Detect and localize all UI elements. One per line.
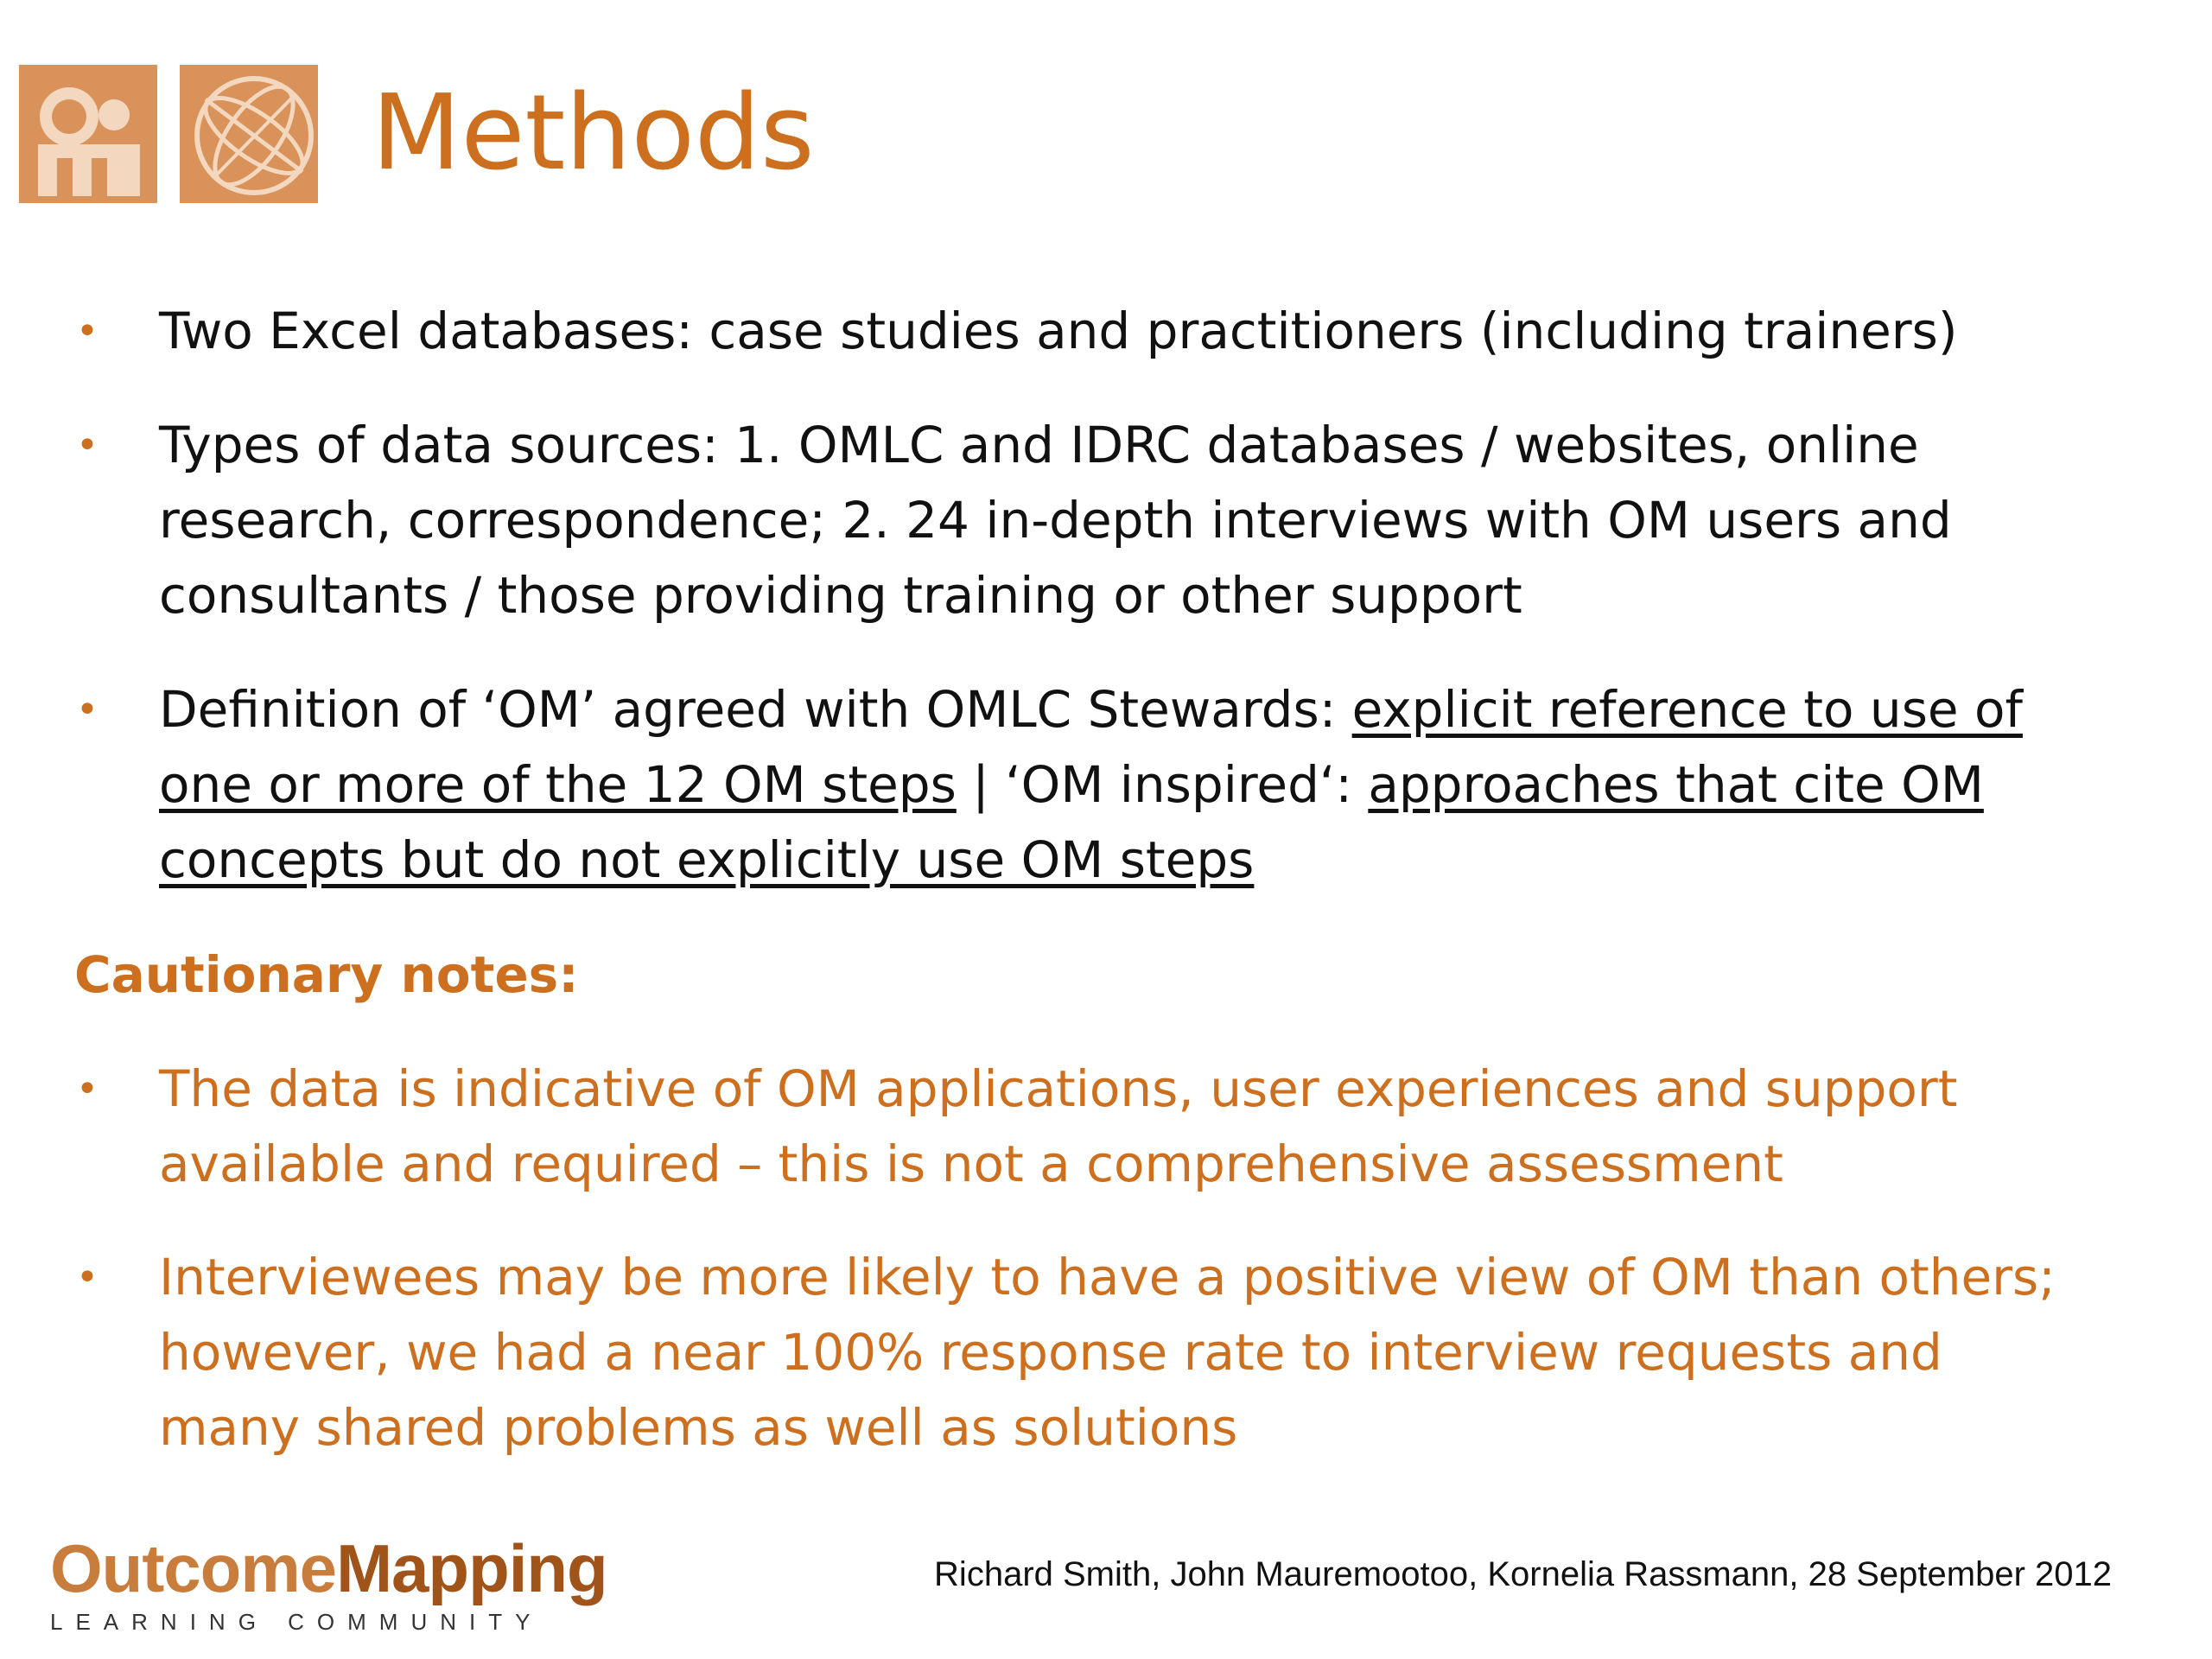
bullet-text <box>159 672 2094 898</box>
bullet-marker: • <box>76 423 99 467</box>
definition-om-inspired-underlined: approaches that cite OM concepts but do not explicitly use OM steps <box>159 755 1984 889</box>
bullet-text-part: Two Excel databases: case studies and practitioners (including trainers) <box>159 302 1958 360</box>
bullet-marker: • <box>76 688 99 732</box>
bullet-text <box>159 408 2094 633</box>
bullet-text-part: | ‘OM inspired‘: <box>956 755 1369 814</box>
bullet-text-part: Definition of ‘OM’ agreed with OMLC Stewards: <box>159 680 1352 739</box>
bullet-marker: • <box>76 1067 99 1111</box>
brand-wordmark <box>50 1529 607 1607</box>
bullet-text <box>159 294 2094 369</box>
bullet-marker: • <box>76 1255 99 1300</box>
definition-om-underlined: explicit reference to use of one or more of the 12 OM steps <box>159 680 2023 814</box>
globe-icon <box>180 65 318 203</box>
bullet-text-part: Types of data sources: 1. OMLC and IDRC databases / websites, online research, correspondence; 2. 24 in-depth interviews with OM users and consultants / those providing training or other support <box>159 416 1952 625</box>
author-credit: Richard Smith, John Mauremootoo, Kornelia Rassmann, 28 September 2012 <box>934 1555 2112 1593</box>
brand-part-mapping: Mapping <box>336 1530 607 1606</box>
slide-title: Methods <box>372 73 815 194</box>
brand-part-outcome: Outcome <box>50 1530 337 1606</box>
caution-heading: Cautionary notes: <box>74 945 579 1004</box>
caution-text: Interviewees may be more likely to have a positive view of OM than others; however, we had a near 100% response rate to interview requests and many shared problems as well as solutions <box>159 1248 2056 1457</box>
outcome-mapping-logo <box>50 1529 655 1642</box>
bullet-marker: • <box>76 309 99 353</box>
om-logo-icon <box>19 65 157 203</box>
caution-text: The data is indicative of OM applications, user experiences and support available and required – this is not a comprehensive assessment <box>159 1059 1958 1193</box>
brand-subtitle: LEARNING COMMUNITY <box>50 1609 543 1635</box>
